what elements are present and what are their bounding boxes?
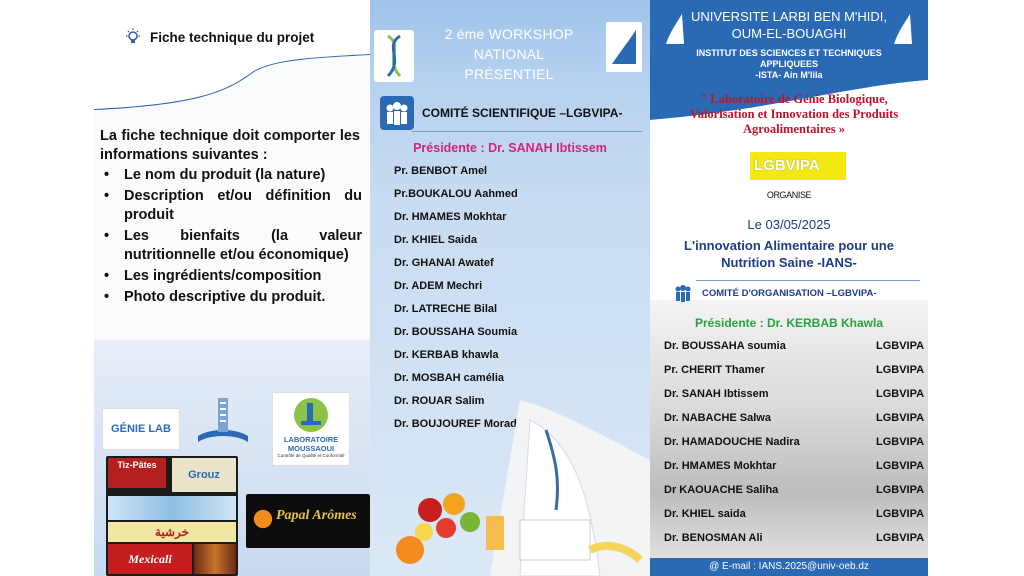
member-org: LGBVIPA <box>876 388 925 400</box>
page-title <box>124 28 314 46</box>
list-item: Dr. MOSBAH camélia <box>394 372 505 384</box>
member-org: LGBVIPA <box>876 460 925 472</box>
list-item: • Les bienfaits (la valeur nutritionnelle et/ou économique) <box>100 227 362 265</box>
mexicali-logo <box>108 544 192 574</box>
papal-text: Papal Arômes <box>276 508 357 523</box>
member-name: Dr KAOUACHE Saliha <box>664 484 779 496</box>
presidente-label: Présidente : Dr. KERBAB Khawla <box>694 316 884 330</box>
member-name: Dr. BENOSMAN Ali <box>664 532 763 544</box>
lgbvipa-badge <box>750 152 846 180</box>
member-org: LGBVIPA <box>876 340 925 352</box>
tiz-logo <box>108 458 166 488</box>
table-row <box>664 507 926 531</box>
table-row <box>664 531 926 555</box>
presidente-label: Présidente : Dr. SANAH Ibtissem <box>413 141 607 155</box>
list-item: • Description et/ou définition du produit <box>100 187 362 225</box>
committee-label: COMITÉ SCIENTIFIQUE –LGBVIPA- <box>422 106 623 120</box>
right-panel <box>650 0 928 576</box>
papal-aromes-logo <box>246 494 370 548</box>
table-row <box>664 435 926 459</box>
title-text: Fiche technique du projet <box>150 29 315 45</box>
university-logo <box>190 392 256 448</box>
university-line1: UNIVERSITE LARBI BEN M'HIDI, <box>690 9 888 24</box>
university-line2: OUM-EL-BOUAGHI <box>731 26 847 41</box>
arabic-text: خرشية <box>154 525 190 539</box>
list-item: Dr. ROUAR Salim <box>394 395 485 407</box>
workshop-line1: 2 éme WORKSHOP NATIONAL <box>444 26 574 62</box>
event-theme: L'innovation Alimentaire pour une Nutrition Saine -IANS- <box>684 238 894 270</box>
university-name <box>690 8 888 42</box>
university-right-emblem <box>890 8 920 48</box>
left-panel <box>94 0 370 576</box>
list-item: Pr. BENBOT Amel <box>394 165 488 177</box>
product-collage <box>106 456 238 576</box>
institute-line1: INSTITUT DES SCIENCES ET TECHNIQUES APPLIQUEES <box>696 48 882 69</box>
member-org: LGBVIPA <box>876 412 925 424</box>
table-row <box>664 363 926 387</box>
institute-logo <box>606 22 642 72</box>
arabic-logo <box>108 522 236 542</box>
institute-line2: -ISTA- Ain M'lila <box>755 70 823 80</box>
table-row <box>664 387 926 411</box>
member-name: Dr. HAMADOUCHE Nadira <box>664 436 800 448</box>
email-text: E-mail : IANS.2025@univ-oeb.dz <box>722 561 869 572</box>
dna-icon <box>374 30 414 82</box>
table-row <box>664 411 926 435</box>
nutrition-photo <box>370 400 650 576</box>
list-item: • Les ingrédients/composition <box>100 267 362 286</box>
member-org: LGBVIPA <box>876 436 925 448</box>
decorative-wave <box>94 0 370 130</box>
requirements-list <box>100 166 362 309</box>
divider <box>412 131 642 132</box>
badge-text: LGBVIPA <box>754 157 820 174</box>
table-row <box>664 459 926 483</box>
member-org: LGBVIPA <box>876 532 925 544</box>
intro-text: La fiche technique doit comporter les informations suivantes : <box>100 128 360 163</box>
member-name: Dr. KHIEL saida <box>664 508 746 520</box>
university-left-emblem <box>662 8 692 48</box>
member-name: Dr. NABACHE Salwa <box>664 412 771 424</box>
committee-label: COMITÉ D'ORGANISATION –LGBVIPA- <box>702 287 877 299</box>
workshop-line2: PRÉSENTIEL <box>464 66 554 82</box>
microscope-icon <box>273 395 349 435</box>
at-icon: @ <box>709 561 723 572</box>
mexicali-text: Mexicali <box>128 552 172 566</box>
organizing-committee-header <box>672 282 922 304</box>
lgbvipa-logo <box>374 30 414 82</box>
organise-label: ORGANISE <box>766 190 812 200</box>
institute-name <box>670 48 908 81</box>
member-name: Pr. CHERIT Thamer <box>664 364 765 376</box>
list-item: Dr. ADEM Mechri <box>394 280 483 292</box>
grouz-text: Grouz <box>188 469 220 481</box>
people-group-icon <box>672 282 694 304</box>
scientific-member-list <box>394 164 634 440</box>
email-footer <box>650 558 928 576</box>
organizing-member-table <box>664 339 926 555</box>
divider <box>696 280 920 281</box>
list-item: Dr. BOUSSAHA Soumia <box>394 326 518 338</box>
member-org: LGBVIPA <box>876 364 925 376</box>
orange-icon <box>252 508 274 530</box>
lightbulb-icon <box>124 28 142 46</box>
tiz-text: Tiz-Pâtes <box>117 460 157 470</box>
list-item: Pr.BOUKALOU Aahmed <box>394 188 518 200</box>
bottles-image <box>194 544 236 574</box>
list-item: Dr. KHIEL Saida <box>394 234 477 246</box>
middle-panel <box>370 0 650 576</box>
list-item: Dr. LATRECHE Bilal <box>394 303 498 315</box>
list-item: Dr. KERBAB khawla <box>394 349 499 361</box>
list-item: • Photo descriptive du produit. <box>100 288 362 307</box>
genielab-logo <box>102 408 180 450</box>
workshop-title <box>414 24 604 84</box>
scientific-committee-header <box>380 96 642 130</box>
water-bottles <box>108 496 236 520</box>
member-name: Dr. HMAMES Mokhtar <box>664 460 777 472</box>
genielab-text: GÉNIE LAB <box>111 423 171 435</box>
list-item: Dr. BOUJOUREF Morad <box>394 418 517 430</box>
member-org: LGBVIPA <box>876 484 925 496</box>
laboratoire-title: LABORATOIRE MOUSSAOUI <box>283 435 339 453</box>
member-org: LGBVIPA <box>876 508 925 520</box>
list-item: • Le nom du produit (la nature) <box>100 166 362 185</box>
list-item: Dr. GHANAI Awatef <box>394 257 494 269</box>
grouz-logo <box>172 458 236 492</box>
people-group-icon <box>380 96 414 130</box>
laboratoire-subtitle: Contrôle de Qualité et Conformité <box>277 453 345 458</box>
laboratory-name: " Laboratoire de Génie Biologique, Valorisation et Innovation des Produits Agroalimentaires » <box>689 92 899 136</box>
member-name: Dr. BOUSSAHA soumia <box>664 340 786 352</box>
table-row <box>664 483 926 507</box>
list-item: Dr. HMAMES Mokhtar <box>394 211 507 223</box>
event-date: Le 03/05/2025 <box>747 217 831 232</box>
laboratoire-logo <box>272 392 350 466</box>
table-row <box>664 339 926 363</box>
member-name: Dr. SANAH Ibtissem <box>664 388 769 400</box>
